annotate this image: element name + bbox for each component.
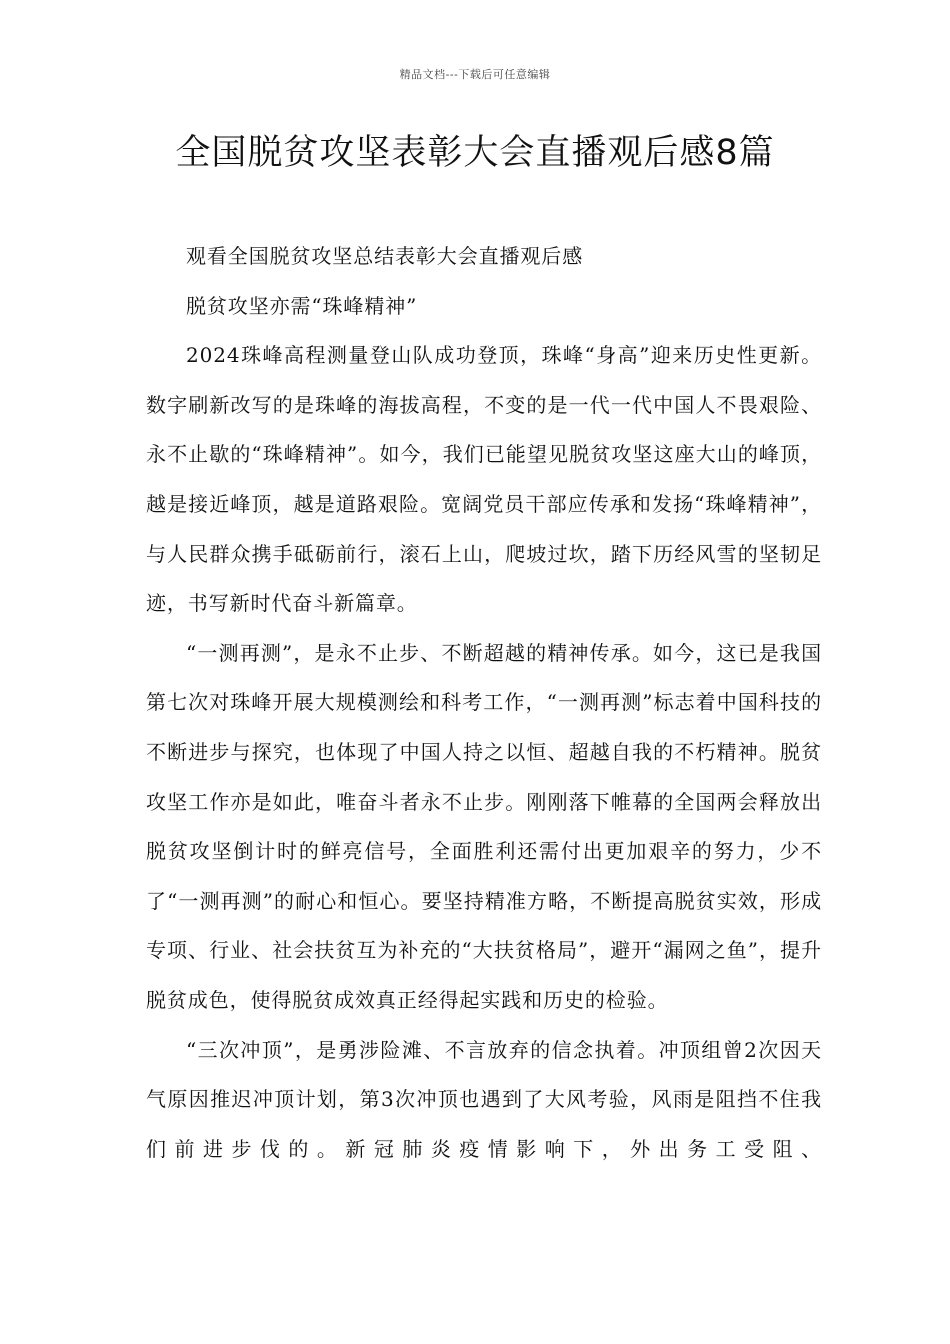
document-body — [146, 232, 822, 1174]
paragraph: “一测再测”，是永不止步、不断超越的精神传承。如今，这已是我国第七次对珠峰开展大规模测绘和科考工作，“一测再测”标志着中国科技的不断进步与探究，也体现了中国人持之以恒、超越自我的不朽精神。脱贫攻坚工作亦是如此，唯奋斗者永不止步。刚刚落下帷幕的全国两会释放出脱贫攻坚倒计时的鲜亮信号，全面胜利还需付出更加艰辛的努力，少不了“一测再测”的耐心和恒心。要坚持精准方略，不断提高脱贫实效，形成专项、行业、社会扶贫互为补充的“大扶贫格局”，避开“漏网之鱼”，提升脱贫成色，使得脱贫成效真正经得起实践和历史的检验。 — [146, 640, 822, 1012]
paragraph: 2024珠峰高程测量登山队成功登顶，珠峰“身高”迎来历史性更新。数字刷新改写的是珠峰的海拔高程，不变的是一代一代中国人不畏艰险、永不止歇的“珠峰精神”。如今，我们已能望见脱贫攻坚这座大山的峰顶，越是接近峰顶，越是道路艰险。宽阔党员干部应传承和发扬“珠峰精神”，与人民群众携手砥砺前行，滚石上山，爬坡过坎，踏下历经风雪的坚韧足迹，书写新时代奋斗新篇章。 — [146, 343, 822, 616]
document-title: 全国脱贫攻坚表彰大会直播观后感8篇 — [175, 133, 775, 173]
header-note: 精品文档---下载后可任意编辑 — [399, 68, 551, 81]
paragraph: “三次冲顶”，是勇涉险滩、不言放弃的信念执着。冲顶组曾2次因天气原因推迟冲顶计划，第3次冲顶也遇到了大风考验，风雨是阻挡不住我们前进步伐的。新冠肺炎疫情影响下，外出务工受阻、 — [146, 1037, 822, 1161]
paragraph: 观看全国脱贫攻坚总结表彰大会直播观后感 — [186, 244, 584, 268]
paragraph: 脱贫攻坚亦需“珠峰精神” — [186, 293, 418, 318]
